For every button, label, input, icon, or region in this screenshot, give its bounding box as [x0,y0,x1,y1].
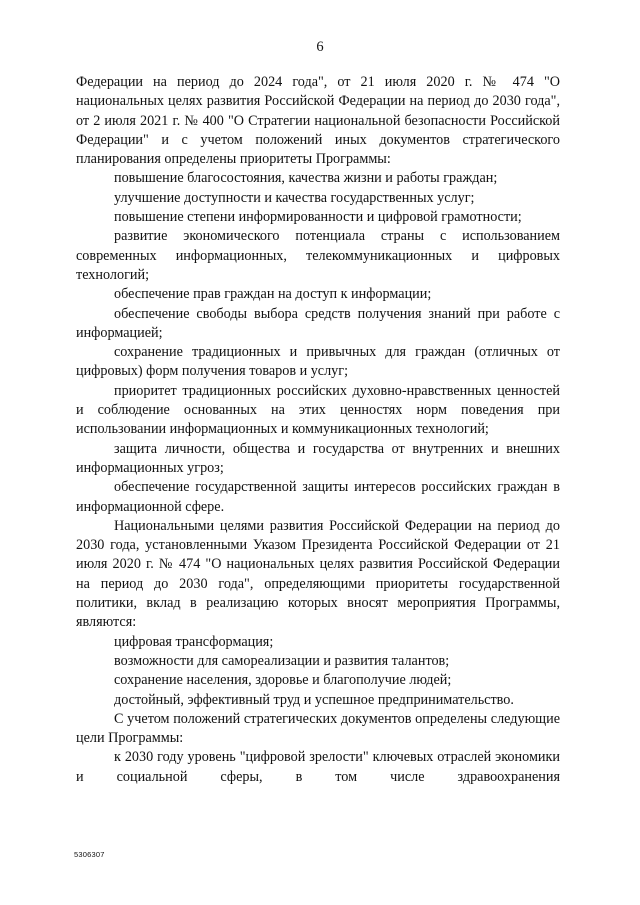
list-item: развитие экономического потенциала страны с использованием современных информационных, телекоммуникационных и цифровых технологий; [76,228,560,283]
list-item: сохранение населения, здоровье и благополучие людей; [114,672,452,689]
paragraph: к 2030 году уровень "цифровой зрелости" ключевых отраслей экономики и социальной сферы, в том числе здравоохранения [76,749,560,785]
list-item: обеспечение свободы выбора средств получения знаний при работе с информацией; [76,305,560,341]
list-item: сохранение традиционных и привычных для граждан (отличных от цифровых) форм получения товаров и услуг; [76,344,560,380]
list-item: приоритет традиционных российских духовно-нравственных ценностей и соблюдение основанных на этих ценностях норм поведения при использовании информационных и коммуникационных технологий; [76,382,560,438]
list-item: повышение благосостояния, качества жизни и работы граждан; [114,170,498,187]
paragraph: Национальными целями развития Российской Федерации на период до 2030 года, установленными Указом Президента Российской Федерации от 21 июля 2020 г. № 474 "О национальных целях развития Российской Федерации на период до 2030 года", определяющими приоритеты государственной политики, вклад в реализацию которых вносят мероприятия Программы, являются: [76,517,560,631]
list-item: достойный, эффективный труд и успешное предпринимательство. [114,691,514,708]
list-item: защита личности, общества и государства от внутренних и внешних информационных угроз; [76,440,560,476]
list-item: возможности для самореализации и развития талантов; [114,652,450,669]
paragraph: Федерации на период до 2024 года", от 21 июля 2020 г. № 474 "О национальных целях развития Российской Федерации на период до 2030 года", от 2 июля 2021 г. № 400 "О Стратегии национальной безопасности Российской Федерации" и с учетом положений иных документов стратегического планирования определены приоритеты Программы: [76,74,560,168]
list-item: обеспечение прав граждан на доступ к информации; [114,286,432,303]
paragraph: С учетом положений стратегических документов определены следующие цели Программы: [76,710,560,747]
list-item: улучшение доступности и качества государственных услуг; [114,189,475,206]
page-number: 6 [316,39,324,55]
document-body [76,73,560,787]
list-item: обеспечение государственной защиты интересов российских граждан в информационной сфере. [76,479,560,515]
document-code: 5306307 [74,850,105,859]
list-item: повышение степени информированности и цифровой грамотности; [114,209,522,226]
list-item: цифровая трансформация; [114,633,274,650]
